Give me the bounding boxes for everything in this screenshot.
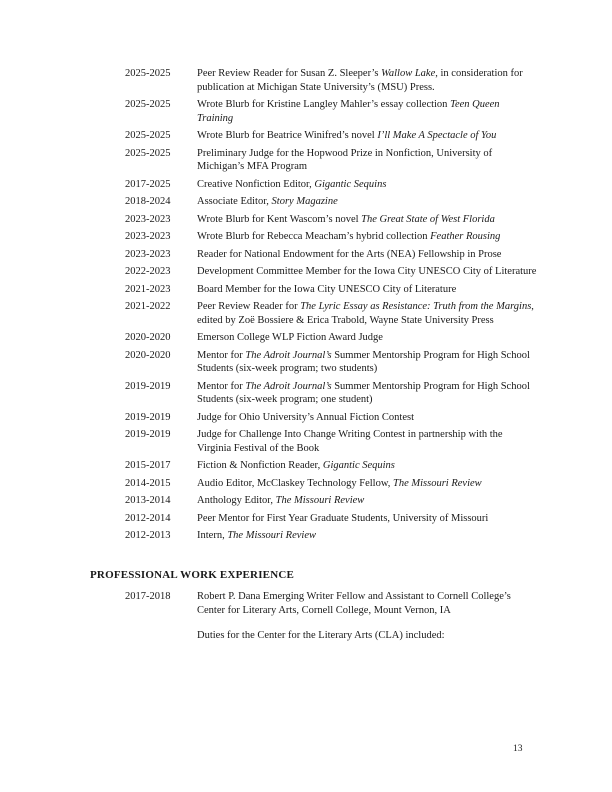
- description-text: Intern,: [197, 530, 228, 541]
- description-text: Wrote Blurb for Rebecca Meacham’s hybrid collection: [197, 231, 431, 242]
- description-text: Anthology Editor,: [197, 495, 276, 506]
- entry-description: [197, 529, 537, 543]
- entry-years: 2021-2023: [125, 283, 171, 295]
- entry-description: [197, 213, 537, 227]
- entry-years: 2022-2023: [125, 266, 171, 277]
- cv-entry-row: [90, 248, 537, 262]
- page-number: 13: [513, 744, 523, 754]
- entry-years: 2020-2020: [125, 332, 171, 343]
- cv-entry-row: [90, 213, 537, 227]
- entry-years: 2018-2024: [125, 196, 171, 207]
- description-text: Preliminary Judge for the Hopwood Prize in Nonfiction, University of Michigan’s MFA Program: [197, 147, 493, 172]
- description-text: Summer Mentorship Program for High School Students (six-week program; two students): [197, 349, 530, 374]
- cv-entry-row: [90, 147, 537, 174]
- description-text: Wrote Blurb for Beatrice Winifred’s novel: [197, 130, 378, 141]
- cv-entry-row: [90, 98, 537, 125]
- section-heading-professional-work-experience: PROFESSIONAL WORK EXPERIENCE: [90, 568, 295, 581]
- entry-description: [197, 283, 537, 297]
- entry-years: 2025-2025: [125, 68, 171, 79]
- cv-entry-row: [90, 265, 537, 279]
- entry-description: [197, 428, 537, 455]
- entry-years: 2015-2017: [125, 460, 171, 471]
- cv-entry-row: [90, 349, 537, 376]
- entry-years: 2017-2025: [125, 178, 171, 190]
- entry-years: 2021-2022: [125, 301, 171, 312]
- cv-entry-row: [90, 230, 537, 244]
- entry-description: [197, 98, 537, 125]
- work-duties-note: Duties for the Center for the Literary Arts (CLA) included:: [197, 630, 445, 641]
- entry-years: 2019-2019: [125, 411, 171, 423]
- cv-entry-row: [90, 477, 537, 491]
- cv-entry-row: [90, 411, 537, 425]
- cv-entry-row: [90, 380, 537, 407]
- entry-description: [197, 512, 537, 526]
- description-text: Mentor for: [197, 380, 246, 392]
- cv-entry-row: [90, 283, 537, 297]
- page-content: [90, 67, 537, 643]
- description-text: Judge for Challenge Into Change Writing Contest in partnership with the Virginia Festival of the Book: [197, 429, 503, 454]
- entry-description: [197, 178, 537, 192]
- entry-years: 2014-2015: [125, 477, 171, 489]
- cv-entry-row: [90, 129, 537, 143]
- description-text: Emerson College WLP Fiction Award Judge: [197, 332, 383, 343]
- italic-title-text: Gigantic Sequins: [314, 178, 387, 190]
- entry-description: [197, 129, 537, 143]
- entry-description: [197, 459, 537, 473]
- entry-description: [197, 477, 537, 491]
- cv-entry-row: [90, 590, 537, 617]
- description-text: Robert P. Dana Emerging Writer Fellow and Assistant to Cornell College’s Center for Literary Arts, Cornell College, Mount Vernon, IA: [197, 591, 511, 616]
- description-text: , edited by Zoë Bossiere & Erica Trabold, Wayne State University Press: [197, 301, 534, 326]
- description-text: Audio Editor, McClaskey Technology Fellow,: [197, 477, 393, 489]
- italic-title-text: Feather Rousing: [430, 231, 501, 242]
- description-text: Peer Review Reader for: [197, 301, 301, 312]
- description-text: Mentor for: [197, 349, 246, 361]
- cv-entry-row: [90, 67, 537, 94]
- entry-description: [197, 147, 537, 174]
- cv-entry-row: [90, 428, 537, 455]
- entry-description: [197, 349, 537, 376]
- description-text: Board Member for the Iowa City UNESCO City of Literature: [197, 283, 457, 295]
- cv-entry-row: [90, 512, 537, 526]
- entry-description: [197, 265, 537, 279]
- cv-entry-row: [90, 195, 537, 209]
- italic-title-text: The Adroit Journal’s: [245, 380, 332, 392]
- italic-title-text: The Lyric Essay as Resistance: Truth from the Margins: [300, 301, 532, 312]
- entry-description: [197, 230, 537, 244]
- entry-years: 2025-2025: [125, 99, 171, 110]
- italic-title-text: I’ll Make A Spectacle of You: [377, 130, 497, 141]
- description-text: Judge for Ohio University’s Annual Fiction Contest: [197, 411, 414, 423]
- italic-title-text: Teen Queen Training: [197, 99, 500, 124]
- italic-title-text: The Missouri Review: [393, 477, 482, 489]
- entry-description: [197, 411, 537, 425]
- entry-years: 2023-2023: [125, 231, 171, 242]
- description-text: Reader for National Endowment for the Arts (NEA) Fellowship in Prose: [197, 248, 502, 260]
- italic-title-text: The Missouri Review: [275, 495, 365, 506]
- entry-years: 2020-2020: [125, 349, 171, 361]
- entry-years: 2019-2019: [125, 429, 171, 440]
- entry-description: [197, 195, 537, 209]
- italic-title-text: The Great State of West Florida: [361, 213, 495, 225]
- italic-title-text: The Missouri Review: [227, 530, 316, 541]
- italic-title-text: The Adroit Journal’s: [245, 349, 332, 361]
- cv-entry-row: [90, 529, 537, 543]
- entry-description: [197, 67, 537, 94]
- entry-years: 2025-2025: [125, 147, 171, 159]
- description-text: Peer Mentor for First Year Graduate Students, University of Missouri: [197, 512, 489, 524]
- entry-description: [197, 494, 537, 508]
- italic-title-text: Wallow Lake: [381, 68, 436, 79]
- entry-years: 2013-2014: [125, 495, 171, 506]
- description-text: Wrote Blurb for Kent Wascom’s novel: [197, 213, 362, 225]
- description-text: , in consideration for publication at Michigan State University’s (MSU) Press.: [197, 68, 523, 93]
- cv-entry-row: [90, 459, 537, 473]
- entry-years: 2012-2013: [125, 530, 171, 541]
- entry-years: 2012-2014: [125, 512, 171, 524]
- entry-description: [197, 331, 537, 345]
- entry-description: [197, 300, 537, 327]
- work-entries: [90, 590, 537, 617]
- description-text: Development Committee Member for the Iowa City UNESCO City of Literature: [197, 266, 537, 277]
- entry-years: 2023-2023: [125, 213, 171, 225]
- description-text: Creative Nonfiction Editor,: [197, 178, 315, 190]
- entry-description: [197, 590, 537, 617]
- description-text: Fiction & Nonfiction Reader,: [197, 460, 323, 471]
- cv-entry-row: [90, 300, 537, 327]
- description-text: Associate Editor,: [197, 196, 272, 207]
- entry-years: 2019-2019: [125, 380, 171, 392]
- entry-years: 2025-2025: [125, 130, 171, 141]
- description-text: Wrote Blurb for Kristine Langley Mahler’s essay collection: [197, 99, 451, 110]
- entry-years: 2023-2023: [125, 248, 171, 260]
- description-text: Summer Mentorship Program for High School Students (six-week program; one student): [197, 380, 530, 405]
- description-text: Peer Review Reader for Susan Z. Sleeper’s: [197, 68, 382, 79]
- cv-entry-row: [90, 178, 537, 192]
- cv-entry-row: [90, 494, 537, 508]
- entry-description: [197, 380, 537, 407]
- cv-entry-row: [90, 331, 537, 345]
- italic-title-text: Story Magazine: [271, 196, 338, 207]
- service-entries: [90, 67, 537, 543]
- entry-years: 2017-2018: [125, 591, 171, 602]
- italic-title-text: Gigantic Sequins: [322, 460, 395, 471]
- entry-description: [197, 248, 537, 262]
